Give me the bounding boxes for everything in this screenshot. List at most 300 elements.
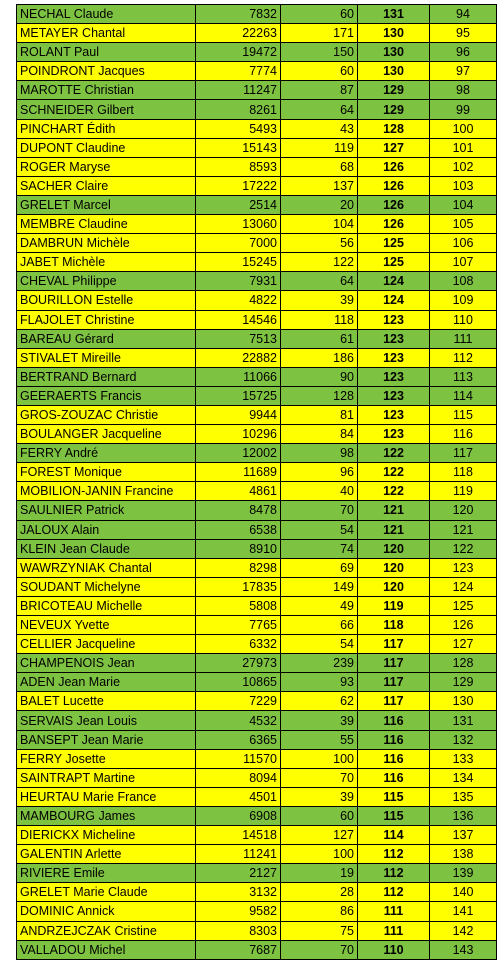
value-cell-2: 86 xyxy=(281,902,358,921)
score-cell: 116 xyxy=(358,749,430,768)
score-cell: 123 xyxy=(358,329,430,348)
name-cell: SAULNIER Patrick xyxy=(17,501,196,520)
table-row xyxy=(17,100,497,119)
value-cell-1: 17835 xyxy=(196,577,281,596)
score-cell: 117 xyxy=(358,635,430,654)
table-row xyxy=(17,157,497,176)
value-cell-2: 70 xyxy=(281,501,358,520)
value-cell-1: 9582 xyxy=(196,902,281,921)
score-cell: 124 xyxy=(358,272,430,291)
value-cell-1: 7513 xyxy=(196,329,281,348)
rank-cell: 135 xyxy=(430,787,497,806)
rank-cell: 115 xyxy=(430,405,497,424)
value-cell-2: 49 xyxy=(281,596,358,615)
rank-cell: 110 xyxy=(430,310,497,329)
value-cell-1: 7832 xyxy=(196,5,281,24)
score-cell: 124 xyxy=(358,291,430,310)
name-cell: GALENTIN Arlette xyxy=(17,845,196,864)
score-cell: 121 xyxy=(358,501,430,520)
value-cell-2: 69 xyxy=(281,558,358,577)
value-cell-1: 4822 xyxy=(196,291,281,310)
value-cell-1: 2514 xyxy=(196,195,281,214)
value-cell-2: 128 xyxy=(281,386,358,405)
value-cell-2: 70 xyxy=(281,940,358,959)
value-cell-2: 64 xyxy=(281,100,358,119)
rank-cell: 125 xyxy=(430,596,497,615)
name-cell: ROGER Maryse xyxy=(17,157,196,176)
value-cell-1: 13060 xyxy=(196,215,281,234)
rank-cell: 102 xyxy=(430,157,497,176)
rank-cell: 122 xyxy=(430,539,497,558)
table-row xyxy=(17,539,497,558)
value-cell-2: 70 xyxy=(281,768,358,787)
name-cell: BERTRAND Bernard xyxy=(17,367,196,386)
rank-cell: 113 xyxy=(430,367,497,386)
value-cell-1: 6908 xyxy=(196,806,281,825)
value-cell-1: 22263 xyxy=(196,24,281,43)
value-cell-2: 19 xyxy=(281,864,358,883)
table-row xyxy=(17,501,497,520)
name-cell: PINCHART Édith xyxy=(17,119,196,138)
score-cell: 131 xyxy=(358,5,430,24)
rank-cell: 96 xyxy=(430,43,497,62)
score-cell: 122 xyxy=(358,463,430,482)
name-cell: POINDRONT Jacques xyxy=(17,62,196,81)
value-cell-2: 75 xyxy=(281,921,358,940)
value-cell-2: 61 xyxy=(281,329,358,348)
value-cell-1: 5808 xyxy=(196,596,281,615)
rank-cell: 100 xyxy=(430,119,497,138)
name-cell: WAWRZYNIAK Chantal xyxy=(17,558,196,577)
rank-cell: 109 xyxy=(430,291,497,310)
table-row xyxy=(17,43,497,62)
value-cell-1: 15725 xyxy=(196,386,281,405)
table-row xyxy=(17,482,497,501)
name-cell: BOULANGER Jacqueline xyxy=(17,425,196,444)
value-cell-1: 7687 xyxy=(196,940,281,959)
value-cell-1: 22882 xyxy=(196,348,281,367)
table-row xyxy=(17,845,497,864)
rank-cell: 139 xyxy=(430,864,497,883)
value-cell-1: 15143 xyxy=(196,138,281,157)
score-cell: 123 xyxy=(358,367,430,386)
rank-cell: 134 xyxy=(430,768,497,787)
name-cell: MAROTTE Christian xyxy=(17,81,196,100)
table-row xyxy=(17,444,497,463)
score-cell: 115 xyxy=(358,787,430,806)
value-cell-2: 66 xyxy=(281,616,358,635)
score-cell: 126 xyxy=(358,176,430,195)
table-row xyxy=(17,272,497,291)
rank-cell: 112 xyxy=(430,348,497,367)
name-cell: BANSEPT Jean Marie xyxy=(17,730,196,749)
value-cell-1: 14518 xyxy=(196,826,281,845)
name-cell: MOBILION-JANIN Francine xyxy=(17,482,196,501)
rank-cell: 105 xyxy=(430,215,497,234)
rank-cell: 141 xyxy=(430,902,497,921)
table-row xyxy=(17,577,497,596)
value-cell-1: 6538 xyxy=(196,520,281,539)
name-cell: DOMINIC Annick xyxy=(17,902,196,921)
value-cell-1: 11066 xyxy=(196,367,281,386)
value-cell-1: 7931 xyxy=(196,272,281,291)
table-row xyxy=(17,291,497,310)
value-cell-1: 11241 xyxy=(196,845,281,864)
score-cell: 121 xyxy=(358,520,430,539)
table-row xyxy=(17,62,497,81)
table-row xyxy=(17,425,497,444)
rank-cell: 119 xyxy=(430,482,497,501)
table-row xyxy=(17,768,497,787)
score-cell: 125 xyxy=(358,234,430,253)
rank-cell: 126 xyxy=(430,616,497,635)
name-cell: MEMBRE Claudine xyxy=(17,215,196,234)
value-cell-2: 39 xyxy=(281,291,358,310)
rank-cell: 132 xyxy=(430,730,497,749)
name-cell: BRICOTEAU Michelle xyxy=(17,596,196,615)
value-cell-2: 119 xyxy=(281,138,358,157)
rank-cell: 108 xyxy=(430,272,497,291)
table-row xyxy=(17,215,497,234)
value-cell-1: 27973 xyxy=(196,654,281,673)
rank-cell: 116 xyxy=(430,425,497,444)
name-cell: BOURILLON Estelle xyxy=(17,291,196,310)
value-cell-2: 43 xyxy=(281,119,358,138)
score-cell: 116 xyxy=(358,768,430,787)
value-cell-2: 239 xyxy=(281,654,358,673)
score-cell: 123 xyxy=(358,425,430,444)
name-cell: FERRY Josette xyxy=(17,749,196,768)
name-cell: ROLANT Paul xyxy=(17,43,196,62)
name-cell: SERVAIS Jean Louis xyxy=(17,711,196,730)
rank-cell: 120 xyxy=(430,501,497,520)
table-row xyxy=(17,138,497,157)
value-cell-2: 60 xyxy=(281,62,358,81)
score-cell: 111 xyxy=(358,921,430,940)
score-cell: 119 xyxy=(358,596,430,615)
table-row xyxy=(17,826,497,845)
score-cell: 130 xyxy=(358,62,430,81)
name-cell: NEVEUX Yvette xyxy=(17,616,196,635)
name-cell: FERRY André xyxy=(17,444,196,463)
table-row xyxy=(17,405,497,424)
table-row xyxy=(17,119,497,138)
score-cell: 126 xyxy=(358,157,430,176)
table-row xyxy=(17,940,497,959)
value-cell-1: 7000 xyxy=(196,234,281,253)
rank-cell: 130 xyxy=(430,692,497,711)
results-table-body xyxy=(17,5,497,960)
value-cell-2: 54 xyxy=(281,520,358,539)
score-cell: 126 xyxy=(358,215,430,234)
score-cell: 126 xyxy=(358,195,430,214)
table-row xyxy=(17,749,497,768)
rank-cell: 136 xyxy=(430,806,497,825)
rank-cell: 104 xyxy=(430,195,497,214)
name-cell: RIVIERE Emile xyxy=(17,864,196,883)
table-row xyxy=(17,730,497,749)
rank-cell: 111 xyxy=(430,329,497,348)
name-cell: CHAMPENOIS Jean xyxy=(17,654,196,673)
value-cell-2: 149 xyxy=(281,577,358,596)
value-cell-1: 15245 xyxy=(196,253,281,272)
score-cell: 123 xyxy=(358,386,430,405)
rank-cell: 94 xyxy=(430,5,497,24)
value-cell-1: 14546 xyxy=(196,310,281,329)
name-cell: DIERICKX Micheline xyxy=(17,826,196,845)
table-row xyxy=(17,864,497,883)
rank-cell: 114 xyxy=(430,386,497,405)
value-cell-1: 4861 xyxy=(196,482,281,501)
value-cell-1: 8593 xyxy=(196,157,281,176)
score-cell: 123 xyxy=(358,405,430,424)
name-cell: GRELET Marcel xyxy=(17,195,196,214)
value-cell-1: 11247 xyxy=(196,81,281,100)
score-cell: 112 xyxy=(358,883,430,902)
table-row xyxy=(17,558,497,577)
value-cell-1: 17222 xyxy=(196,176,281,195)
rank-cell: 123 xyxy=(430,558,497,577)
score-cell: 117 xyxy=(358,692,430,711)
value-cell-2: 93 xyxy=(281,673,358,692)
value-cell-2: 40 xyxy=(281,482,358,501)
value-cell-2: 122 xyxy=(281,253,358,272)
value-cell-2: 74 xyxy=(281,539,358,558)
value-cell-2: 90 xyxy=(281,367,358,386)
rank-cell: 142 xyxy=(430,921,497,940)
value-cell-1: 7774 xyxy=(196,62,281,81)
score-cell: 122 xyxy=(358,482,430,501)
rank-cell: 99 xyxy=(430,100,497,119)
table-row xyxy=(17,921,497,940)
name-cell: ANDRZEJCZAK Cristine xyxy=(17,921,196,940)
name-cell: KLEIN Jean Claude xyxy=(17,539,196,558)
value-cell-2: 84 xyxy=(281,425,358,444)
name-cell: NECHAL Claude xyxy=(17,5,196,24)
value-cell-2: 87 xyxy=(281,81,358,100)
name-cell: CHEVAL Philippe xyxy=(17,272,196,291)
rank-cell: 117 xyxy=(430,444,497,463)
name-cell: DAMBRUN Michèle xyxy=(17,234,196,253)
rank-cell: 107 xyxy=(430,253,497,272)
rank-cell: 121 xyxy=(430,520,497,539)
rank-cell: 128 xyxy=(430,654,497,673)
table-row xyxy=(17,367,497,386)
score-cell: 123 xyxy=(358,310,430,329)
table-row xyxy=(17,673,497,692)
table-row xyxy=(17,635,497,654)
rank-cell: 103 xyxy=(430,176,497,195)
rank-cell: 143 xyxy=(430,940,497,959)
value-cell-2: 56 xyxy=(281,234,358,253)
name-cell: HEURTAU Marie France xyxy=(17,787,196,806)
table-row xyxy=(17,24,497,43)
value-cell-1: 11570 xyxy=(196,749,281,768)
value-cell-2: 64 xyxy=(281,272,358,291)
table-row xyxy=(17,253,497,272)
name-cell: DUPONT Claudine xyxy=(17,138,196,157)
score-cell: 114 xyxy=(358,826,430,845)
value-cell-2: 60 xyxy=(281,806,358,825)
score-cell: 120 xyxy=(358,558,430,577)
table-row xyxy=(17,176,497,195)
name-cell: FOREST Monique xyxy=(17,463,196,482)
name-cell: METAYER Chantal xyxy=(17,24,196,43)
value-cell-2: 171 xyxy=(281,24,358,43)
value-cell-1: 8478 xyxy=(196,501,281,520)
rank-cell: 101 xyxy=(430,138,497,157)
name-cell: SCHNEIDER Gilbert xyxy=(17,100,196,119)
name-cell: JABET Michèle xyxy=(17,253,196,272)
score-cell: 125 xyxy=(358,253,430,272)
table-row xyxy=(17,883,497,902)
name-cell: FLAJOLET Christine xyxy=(17,310,196,329)
name-cell: BALET Lucette xyxy=(17,692,196,711)
value-cell-2: 96 xyxy=(281,463,358,482)
value-cell-2: 39 xyxy=(281,787,358,806)
results-table xyxy=(16,4,497,960)
value-cell-1: 10865 xyxy=(196,673,281,692)
score-cell: 130 xyxy=(358,43,430,62)
table-row xyxy=(17,386,497,405)
name-cell: STIVALET Mireille xyxy=(17,348,196,367)
score-cell: 129 xyxy=(358,100,430,119)
score-cell: 112 xyxy=(358,845,430,864)
score-cell: 110 xyxy=(358,940,430,959)
rank-cell: 129 xyxy=(430,673,497,692)
value-cell-2: 150 xyxy=(281,43,358,62)
value-cell-2: 20 xyxy=(281,195,358,214)
score-cell: 115 xyxy=(358,806,430,825)
value-cell-2: 39 xyxy=(281,711,358,730)
rank-cell: 98 xyxy=(430,81,497,100)
value-cell-2: 54 xyxy=(281,635,358,654)
table-row xyxy=(17,711,497,730)
value-cell-1: 8261 xyxy=(196,100,281,119)
value-cell-2: 28 xyxy=(281,883,358,902)
rank-cell: 127 xyxy=(430,635,497,654)
score-cell: 120 xyxy=(358,539,430,558)
value-cell-1: 9944 xyxy=(196,405,281,424)
value-cell-1: 7229 xyxy=(196,692,281,711)
table-row xyxy=(17,787,497,806)
table-row xyxy=(17,195,497,214)
value-cell-1: 3132 xyxy=(196,883,281,902)
table-row xyxy=(17,348,497,367)
score-cell: 129 xyxy=(358,81,430,100)
rank-cell: 95 xyxy=(430,24,497,43)
score-cell: 116 xyxy=(358,730,430,749)
value-cell-1: 8094 xyxy=(196,768,281,787)
value-cell-2: 81 xyxy=(281,405,358,424)
name-cell: BAREAU Gérard xyxy=(17,329,196,348)
value-cell-2: 104 xyxy=(281,215,358,234)
rank-cell: 140 xyxy=(430,883,497,902)
value-cell-1: 6365 xyxy=(196,730,281,749)
value-cell-1: 11689 xyxy=(196,463,281,482)
table-row xyxy=(17,5,497,24)
name-cell: GEERAERTS Francis xyxy=(17,386,196,405)
rank-cell: 106 xyxy=(430,234,497,253)
value-cell-1: 2127 xyxy=(196,864,281,883)
value-cell-2: 98 xyxy=(281,444,358,463)
table-row xyxy=(17,310,497,329)
table-row xyxy=(17,692,497,711)
name-cell: GROS-ZOUZAC Christie xyxy=(17,405,196,424)
table-row xyxy=(17,616,497,635)
table-row xyxy=(17,463,497,482)
score-cell: 118 xyxy=(358,616,430,635)
rank-cell: 131 xyxy=(430,711,497,730)
name-cell: CELLIER Jacqueline xyxy=(17,635,196,654)
table-row xyxy=(17,234,497,253)
value-cell-2: 62 xyxy=(281,692,358,711)
table-row xyxy=(17,806,497,825)
value-cell-2: 55 xyxy=(281,730,358,749)
value-cell-2: 100 xyxy=(281,749,358,768)
name-cell: ADEN Jean Marie xyxy=(17,673,196,692)
value-cell-2: 118 xyxy=(281,310,358,329)
name-cell: VALLADOU Michel xyxy=(17,940,196,959)
rank-cell: 118 xyxy=(430,463,497,482)
table-row xyxy=(17,654,497,673)
score-cell: 112 xyxy=(358,864,430,883)
score-cell: 130 xyxy=(358,24,430,43)
value-cell-2: 68 xyxy=(281,157,358,176)
value-cell-1: 8910 xyxy=(196,539,281,558)
score-cell: 117 xyxy=(358,654,430,673)
table-row xyxy=(17,81,497,100)
rank-cell: 124 xyxy=(430,577,497,596)
value-cell-1: 7765 xyxy=(196,616,281,635)
name-cell: GRELET Marie Claude xyxy=(17,883,196,902)
table-row xyxy=(17,596,497,615)
score-cell: 128 xyxy=(358,119,430,138)
value-cell-2: 186 xyxy=(281,348,358,367)
value-cell-2: 127 xyxy=(281,826,358,845)
value-cell-1: 12002 xyxy=(196,444,281,463)
value-cell-1: 8298 xyxy=(196,558,281,577)
score-cell: 120 xyxy=(358,577,430,596)
score-cell: 122 xyxy=(358,444,430,463)
score-cell: 111 xyxy=(358,902,430,921)
value-cell-2: 137 xyxy=(281,176,358,195)
value-cell-1: 10296 xyxy=(196,425,281,444)
name-cell: MAMBOURG James xyxy=(17,806,196,825)
table-row xyxy=(17,329,497,348)
rank-cell: 97 xyxy=(430,62,497,81)
value-cell-2: 60 xyxy=(281,5,358,24)
score-cell: 123 xyxy=(358,348,430,367)
name-cell: SOUDANT Michelyne xyxy=(17,577,196,596)
name-cell: JALOUX Alain xyxy=(17,520,196,539)
score-cell: 117 xyxy=(358,673,430,692)
value-cell-1: 8303 xyxy=(196,921,281,940)
value-cell-1: 6332 xyxy=(196,635,281,654)
score-cell: 127 xyxy=(358,138,430,157)
value-cell-1: 4501 xyxy=(196,787,281,806)
value-cell-1: 5493 xyxy=(196,119,281,138)
rank-cell: 138 xyxy=(430,845,497,864)
table-row xyxy=(17,902,497,921)
value-cell-1: 19472 xyxy=(196,43,281,62)
value-cell-1: 4532 xyxy=(196,711,281,730)
value-cell-2: 100 xyxy=(281,845,358,864)
score-cell: 116 xyxy=(358,711,430,730)
rank-cell: 133 xyxy=(430,749,497,768)
name-cell: SACHER Claire xyxy=(17,176,196,195)
name-cell: SAINTRAPT Martine xyxy=(17,768,196,787)
